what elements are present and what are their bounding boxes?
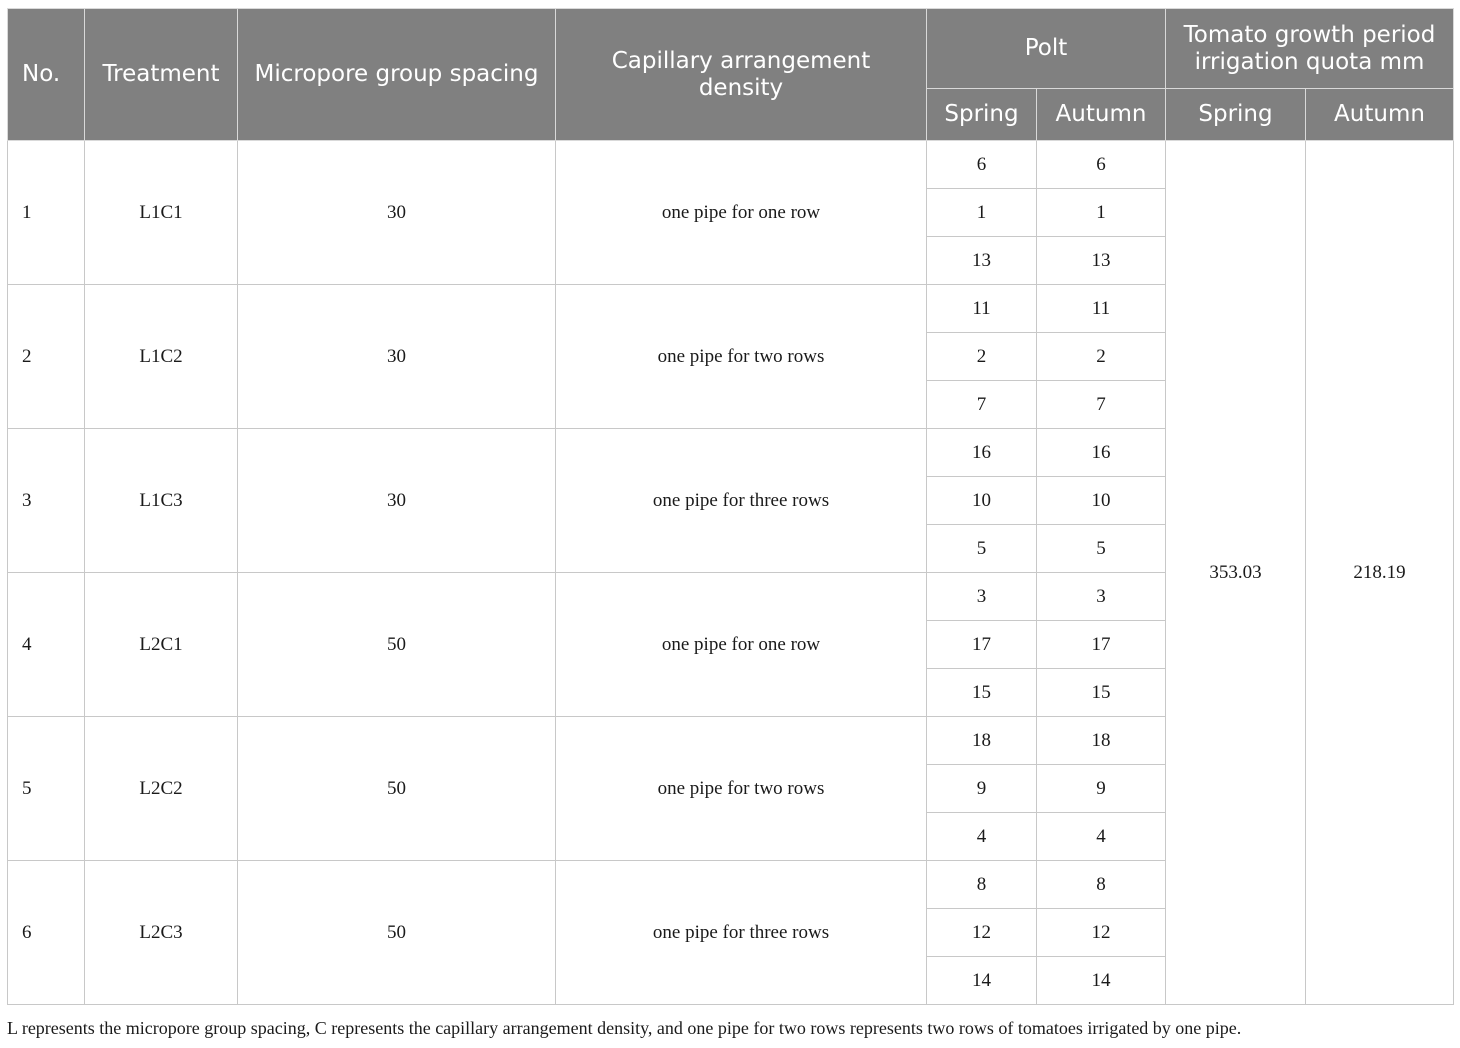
cell-density: one pipe for one row bbox=[556, 573, 927, 717]
cell-quota-autumn: 218.19 bbox=[1306, 141, 1454, 1005]
cell-polt-spring: 9 bbox=[927, 765, 1037, 813]
cell-polt-autumn: 5 bbox=[1037, 525, 1166, 573]
cell-polt-autumn: 16 bbox=[1037, 429, 1166, 477]
cell-density: one pipe for two rows bbox=[556, 717, 927, 861]
cell-polt-autumn: 6 bbox=[1037, 141, 1166, 189]
cell-quota-spring: 353.03 bbox=[1166, 141, 1306, 1005]
cell-polt-spring: 5 bbox=[927, 525, 1037, 573]
cell-spacing: 30 bbox=[238, 285, 556, 429]
cell-polt-autumn: 15 bbox=[1037, 669, 1166, 717]
table-footnote: L represents the micropore group spacing, C represents the capillary arrangement density, and one pipe for two rows represents two rows of tomatoes irrigated by one pipe. bbox=[7, 1018, 1242, 1038]
cell-treatment: L2C2 bbox=[85, 717, 238, 861]
cell-no: 3 bbox=[8, 429, 85, 573]
cell-polt-spring: 1 bbox=[927, 189, 1037, 237]
header-polt: Polt bbox=[927, 9, 1166, 89]
header-quota: Tomato growth period irrigation quota mm bbox=[1166, 9, 1454, 89]
cell-polt-spring: 14 bbox=[927, 957, 1037, 1005]
cell-polt-autumn: 10 bbox=[1037, 477, 1166, 525]
table-row bbox=[8, 141, 1454, 189]
cell-treatment: L2C1 bbox=[85, 573, 238, 717]
cell-polt-autumn: 17 bbox=[1037, 621, 1166, 669]
irrigation-table bbox=[7, 8, 1454, 1005]
header-polt-autumn: Autumn bbox=[1037, 89, 1166, 141]
cell-polt-spring: 17 bbox=[927, 621, 1037, 669]
cell-no: 2 bbox=[8, 285, 85, 429]
cell-polt-autumn: 13 bbox=[1037, 237, 1166, 285]
cell-polt-autumn: 11 bbox=[1037, 285, 1166, 333]
cell-no: 5 bbox=[8, 717, 85, 861]
cell-polt-spring: 15 bbox=[927, 669, 1037, 717]
cell-polt-autumn: 1 bbox=[1037, 189, 1166, 237]
cell-polt-autumn: 18 bbox=[1037, 717, 1166, 765]
cell-density: one pipe for three rows bbox=[556, 861, 927, 1005]
cell-spacing: 50 bbox=[238, 717, 556, 861]
header-no: No. bbox=[8, 9, 85, 141]
cell-polt-autumn: 3 bbox=[1037, 573, 1166, 621]
cell-polt-autumn: 9 bbox=[1037, 765, 1166, 813]
table-header bbox=[8, 9, 1454, 141]
header-density: Capillary arrangement density bbox=[556, 9, 927, 141]
cell-no: 1 bbox=[8, 141, 85, 285]
cell-spacing: 50 bbox=[238, 861, 556, 1005]
cell-no: 4 bbox=[8, 573, 85, 717]
cell-polt-spring: 3 bbox=[927, 573, 1037, 621]
data-table-container bbox=[7, 8, 1453, 1005]
cell-polt-spring: 13 bbox=[927, 237, 1037, 285]
header-polt-spring: Spring bbox=[927, 89, 1037, 141]
cell-polt-spring: 7 bbox=[927, 381, 1037, 429]
header-spacing: Micropore group spacing bbox=[238, 9, 556, 141]
cell-polt-autumn: 14 bbox=[1037, 957, 1166, 1005]
cell-polt-spring: 4 bbox=[927, 813, 1037, 861]
cell-treatment: L1C1 bbox=[85, 141, 238, 285]
cell-polt-spring: 2 bbox=[927, 333, 1037, 381]
cell-density: one pipe for three rows bbox=[556, 429, 927, 573]
header-quota-autumn: Autumn bbox=[1306, 89, 1454, 141]
cell-polt-spring: 18 bbox=[927, 717, 1037, 765]
cell-polt-spring: 16 bbox=[927, 429, 1037, 477]
cell-polt-autumn: 8 bbox=[1037, 861, 1166, 909]
cell-spacing: 50 bbox=[238, 573, 556, 717]
cell-polt-autumn: 4 bbox=[1037, 813, 1166, 861]
cell-polt-spring: 8 bbox=[927, 861, 1037, 909]
cell-treatment: L2C3 bbox=[85, 861, 238, 1005]
header-quota-spring: Spring bbox=[1166, 89, 1306, 141]
cell-polt-spring: 12 bbox=[927, 909, 1037, 957]
cell-polt-spring: 6 bbox=[927, 141, 1037, 189]
cell-spacing: 30 bbox=[238, 141, 556, 285]
header-treatment: Treatment bbox=[85, 9, 238, 141]
cell-treatment: L1C3 bbox=[85, 429, 238, 573]
table-body bbox=[8, 141, 1454, 1005]
cell-treatment: L1C2 bbox=[85, 285, 238, 429]
cell-polt-spring: 11 bbox=[927, 285, 1037, 333]
cell-spacing: 30 bbox=[238, 429, 556, 573]
cell-polt-spring: 10 bbox=[927, 477, 1037, 525]
cell-density: one pipe for two rows bbox=[556, 285, 927, 429]
cell-density: one pipe for one row bbox=[556, 141, 927, 285]
cell-polt-autumn: 7 bbox=[1037, 381, 1166, 429]
cell-polt-autumn: 2 bbox=[1037, 333, 1166, 381]
cell-no: 6 bbox=[8, 861, 85, 1005]
cell-polt-autumn: 12 bbox=[1037, 909, 1166, 957]
